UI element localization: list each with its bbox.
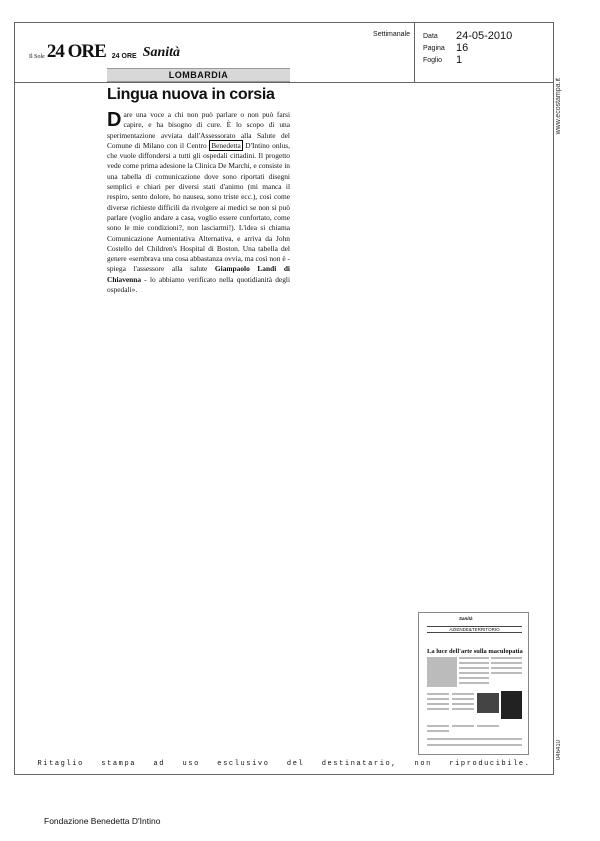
meta-row-date xyxy=(423,30,512,42)
thumbnail-layout-image xyxy=(419,613,529,755)
article-kicker: LOMBARDIA xyxy=(107,68,290,82)
logo-big-text: 24 ORE xyxy=(46,41,106,62)
article-text-part: are una voce a chi non può parlare o non può farsi capire, e ha bisogno di cure. È lo scopo di una sperimentazione avviata dall'Assessorato alla Salute del Comune di Milano con il Centro xyxy=(107,110,290,150)
thumbnail-section: AZIENDE&TERRITORIO xyxy=(427,626,522,633)
clipping-meta xyxy=(423,30,512,66)
logo-supplement-mark: 24 ORE xyxy=(111,53,137,61)
article xyxy=(107,68,290,295)
logo-section: Sanità xyxy=(142,45,181,61)
thumbnail-title: La luce dell'arte sulla maculopatia xyxy=(427,648,523,655)
meta-value: 24-05-2010 xyxy=(456,30,513,42)
foundation-name: Fondazione Benedetta D'Intino xyxy=(44,816,161,826)
meta-label: Foglio xyxy=(423,56,443,64)
side-code-text: 046410 xyxy=(556,740,562,761)
thumbnail-brand: Sanità xyxy=(459,616,473,621)
meta-row-sheet xyxy=(423,54,512,66)
meta-row-page xyxy=(423,42,512,54)
meta-label: Pagina xyxy=(423,44,445,52)
article-text-part: - lo abbiamo verificato nella quotidianità degli ospedali». xyxy=(107,274,290,295)
meta-value: 16 xyxy=(456,42,469,54)
logo-small-text: Il Sole xyxy=(29,54,45,61)
meta-label: Data xyxy=(423,32,438,40)
article-text-part: D'Intino onlus, che vuole diffondersi a tutti gli ospedali cittadini. Il progetto vede come prima adesione la Clinica De Marchi, e consiste in una tabella di comunicazione dove sono riportati disegni semplici e chiari per diversi stati d'animo (mi manca il respiro, sento dolore, ho nausea, sono triste ecc.), così come diverse richieste difficili da rivolgere ai medici se non si può parlare (voglio andare a casa, voglio essere confortato, come sono le mie condizioni?, non lasciarmi!). L'idea si chiama Comunicazione Aumentativa Alternativa, e arriva da John Costello del Children's Hospital di Boston. Una tabella del genere «sembrava una cosa abbastanza ovvia, ma così non è - spiega l'assessore alla salute xyxy=(107,140,290,274)
newspaper-logo xyxy=(29,43,180,60)
article-body xyxy=(107,110,290,295)
meta-value: 1 xyxy=(456,54,463,66)
page-thumbnail xyxy=(418,612,529,755)
article-author: Giampaolo Landi di Chiavenna xyxy=(107,264,290,284)
article-headline: Lingua nuova in corsia xyxy=(107,86,275,103)
drop-cap: D xyxy=(107,109,122,131)
side-website-text: www.ecostampa.it xyxy=(555,78,562,135)
highlighted-word: Benedetta xyxy=(211,140,241,150)
copyright-notice: Ritaglio stampa ad uso esclusivo del destinatario, non riproducibile. xyxy=(37,760,531,768)
publication-frequency: Settimanale xyxy=(360,23,415,82)
